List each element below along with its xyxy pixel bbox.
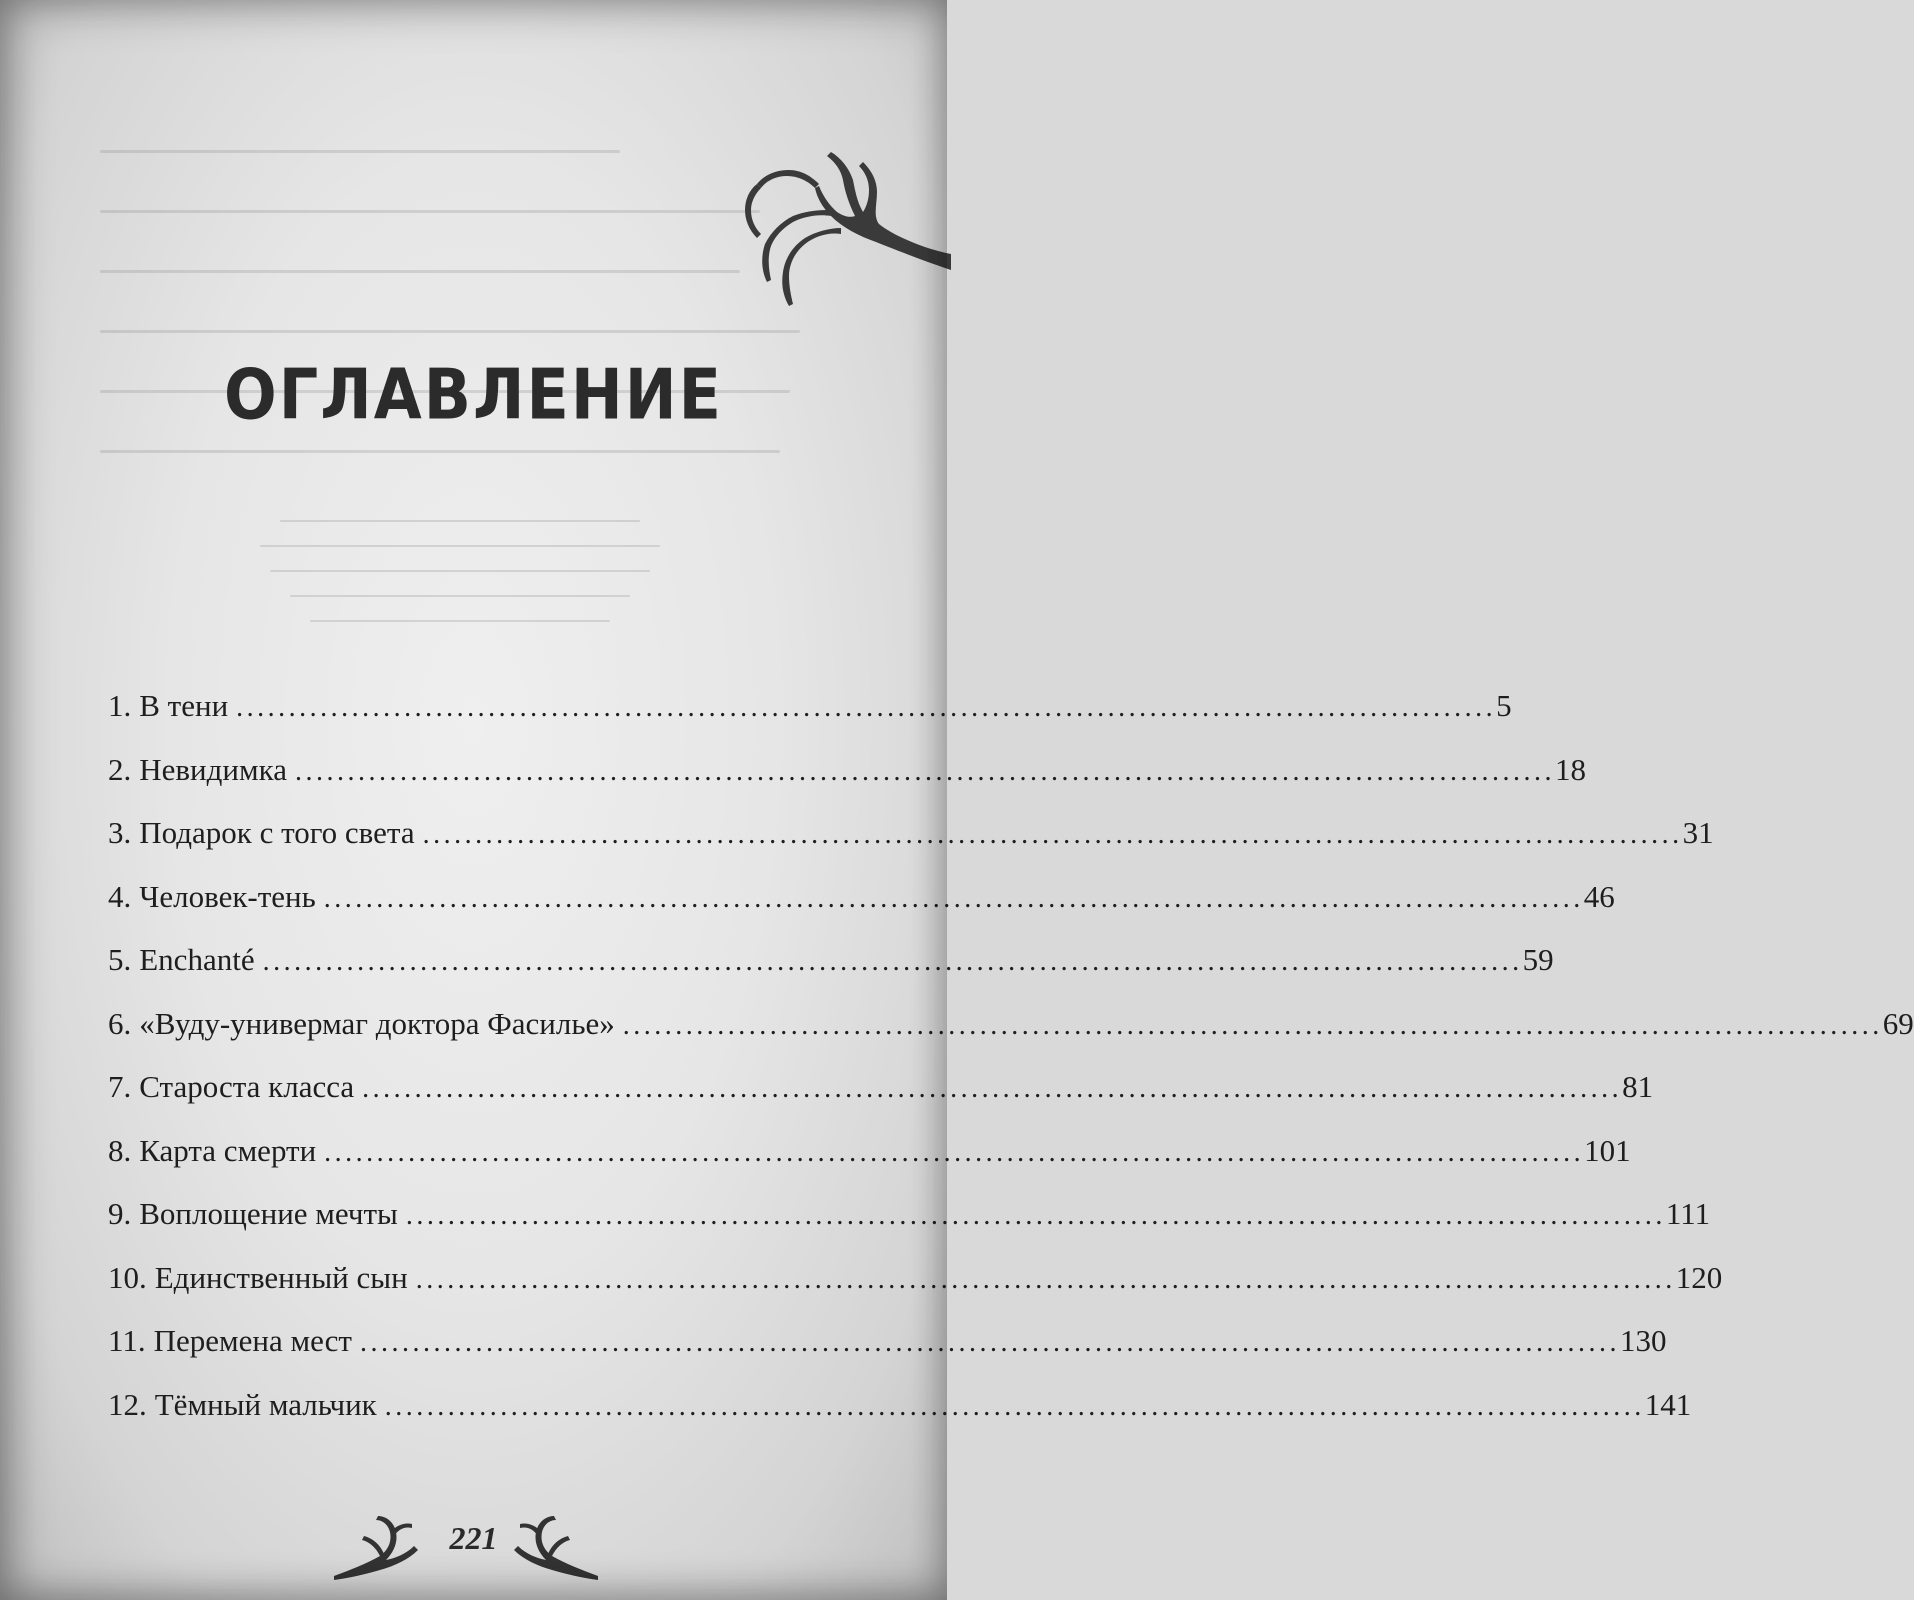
toc-entry-title: Подарок с того света xyxy=(139,815,415,850)
toc-entry-page: 120 xyxy=(1675,1259,1723,1295)
toc-entry-title: В тени xyxy=(139,688,229,723)
toc-entry-number: 8. xyxy=(108,1132,132,1168)
toc-entry-number: 5. xyxy=(108,942,132,977)
toc-entry-title: Староста класса xyxy=(139,1069,355,1104)
toc-entry-page: 31 xyxy=(1682,815,1714,850)
toc-entry-page: 130 xyxy=(1619,1323,1667,1358)
toc-entry xyxy=(108,1323,1667,1387)
toc-entry-number: 2. xyxy=(108,751,132,787)
toc-entry-title: «Вуду-универмаг доктора Фасилье» xyxy=(139,1005,615,1041)
toc-entry-page: 141 xyxy=(1644,1386,1692,1422)
toc-entry xyxy=(108,942,1554,1006)
page-number: 221 xyxy=(449,1520,498,1556)
claw-foot-right-icon xyxy=(512,1512,602,1582)
toc-entry xyxy=(108,815,1714,879)
toc-entry-title: Человек-тень xyxy=(139,878,316,914)
toc-entry-page: 81 xyxy=(1622,1069,1654,1104)
toc-entry xyxy=(108,688,1512,752)
toc-leader-dots: ........................................................................................................................ xyxy=(405,1200,1666,1231)
toc-entry-page: 18 xyxy=(1554,751,1586,787)
toc-entry-title: Перемена мест xyxy=(153,1323,352,1358)
toc-leader-dots: ........................................................................................................................ xyxy=(324,1136,1585,1168)
toc-entry-page: 5 xyxy=(1496,688,1512,723)
toc-entry-number: 1. xyxy=(108,688,132,723)
toc-entry-number: 6. xyxy=(108,1005,132,1041)
page-footer xyxy=(0,1508,947,1588)
toc-entry xyxy=(108,1196,1711,1260)
toc-entry xyxy=(108,751,1586,816)
toc-entry-title: Невидимка xyxy=(139,751,287,787)
toc-entry xyxy=(108,1386,1692,1451)
toc-entry-number: 7. xyxy=(108,1069,132,1104)
toc-leader-dots: ........................................................................................................................ xyxy=(622,1009,1883,1041)
toc-entry-title: Тёмный мальчик xyxy=(154,1386,377,1422)
toc-entry-number: 12. xyxy=(108,1386,147,1422)
toc-leader-dots: ........................................................................................................................ xyxy=(236,692,1497,723)
toc-entry-page: 101 xyxy=(1584,1132,1631,1168)
toc-entry-page: 59 xyxy=(1522,942,1554,977)
claw-hand-icon xyxy=(731,150,951,340)
toc-entry xyxy=(108,1259,1723,1324)
toc-leader-dots: ........................................................................................................................ xyxy=(359,1327,1620,1358)
toc-entry xyxy=(108,1069,1654,1133)
toc-leader-dots: ........................................................................................................................ xyxy=(262,946,1523,977)
toc-leader-dots: ........................................................................................................................ xyxy=(422,819,1683,850)
toc-entry-title: Воплощение мечты xyxy=(139,1196,398,1231)
toc-entry-page: 111 xyxy=(1665,1196,1711,1231)
toc-leader-dots: ........................................................................................................................ xyxy=(323,882,1584,914)
toc-leader-dots: ........................................................................................................................ xyxy=(294,755,1555,787)
toc-entry xyxy=(108,1005,1914,1070)
toc-entry-number: 10. xyxy=(108,1259,147,1295)
toc-entry-title: Enchanté xyxy=(139,942,255,977)
page-title: ОГЛАВЛЕНИЕ xyxy=(224,353,723,436)
toc-entry xyxy=(108,878,1615,943)
toc-entry-page: 69 xyxy=(1882,1005,1914,1041)
toc-entry-title: Единственный сын xyxy=(154,1259,408,1295)
toc-entry xyxy=(108,1132,1631,1197)
toc-entry-number: 3. xyxy=(108,815,132,850)
toc-leader-dots: ........................................................................................................................ xyxy=(362,1073,1623,1104)
toc-leader-dots: ........................................................................................................................ xyxy=(415,1263,1676,1295)
toc-entry-page: 46 xyxy=(1583,878,1615,914)
toc-entry-title: Карта смерти xyxy=(139,1132,317,1168)
toc-entry-number: 9. xyxy=(108,1196,132,1231)
table-of-contents xyxy=(108,688,1914,1450)
toc-entry-number: 11. xyxy=(108,1323,146,1358)
toc-leader-dots: ........................................................................................................................ xyxy=(384,1390,1645,1422)
toc-entry-number: 4. xyxy=(108,878,132,914)
